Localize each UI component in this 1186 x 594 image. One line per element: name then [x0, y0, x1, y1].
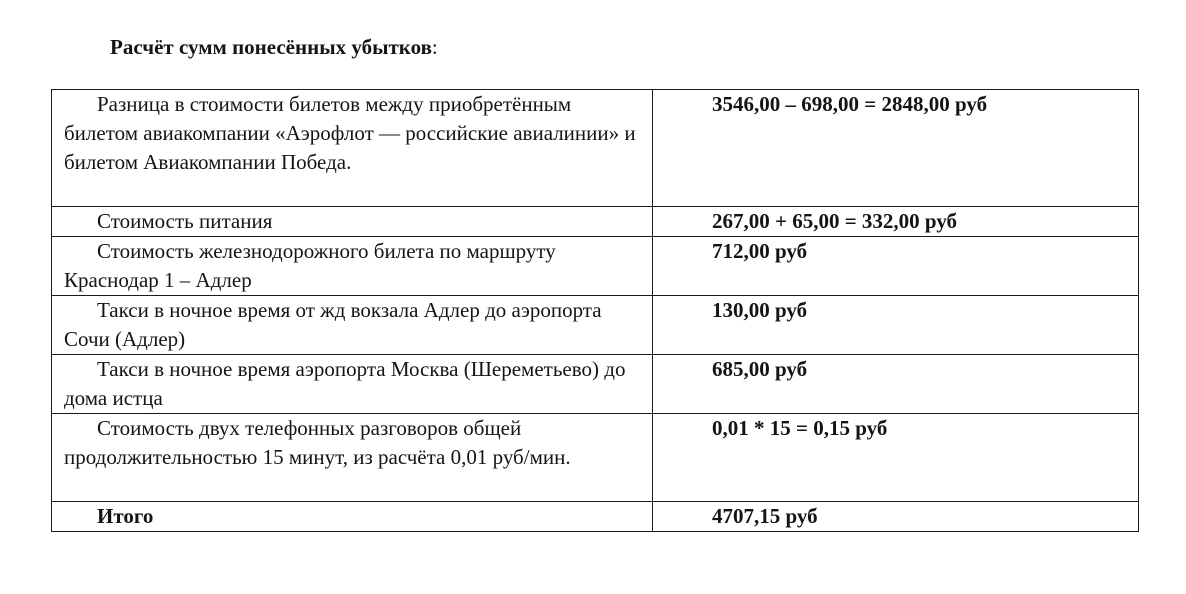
row-value: 685,00 руб	[712, 357, 808, 381]
row-value-cell	[653, 414, 1139, 502]
row-value-cell	[653, 90, 1139, 207]
heading-title: Расчёт сумм понесённых убытков	[110, 35, 432, 59]
losses-table	[51, 89, 1139, 532]
row-value-cell	[653, 355, 1139, 414]
row-description: Такси в ночное время аэропорта Москва (Шереметьево) до дома истца	[64, 357, 626, 410]
row-description: Стоимость питания	[97, 209, 273, 233]
row-description-cell	[52, 414, 653, 502]
row-value: 712,00 руб	[712, 239, 808, 263]
row-description-cell	[52, 90, 653, 207]
row-description-cell	[52, 207, 653, 237]
table-row	[52, 237, 1139, 296]
row-description: Разница в стоимости билетов между приобретённым билетом авиакомпании «Аэрофлот — российские авиалинии» и билетом Авиакомпании Победа.	[64, 92, 636, 174]
table-row	[52, 90, 1139, 207]
row-description: Стоимость железнодорожного билета по маршруту Краснодар 1 – Адлер	[64, 239, 556, 292]
total-value-cell	[653, 502, 1139, 532]
row-value: 0,01 * 15 = 0,15 руб	[712, 416, 888, 440]
row-description-cell	[52, 296, 653, 355]
table-row	[52, 296, 1139, 355]
document-heading	[110, 34, 438, 60]
total-value: 4707,15 руб	[712, 504, 818, 528]
row-description: Стоимость двух телефонных разговоров общей продолжительностью 15 минут, из расчёта 0,01 руб/мин.	[64, 416, 571, 469]
table-row	[52, 207, 1139, 237]
total-row	[52, 502, 1139, 532]
row-description: Такси в ночное время от жд вокзала Адлер до аэропорта Сочи (Адлер)	[64, 298, 602, 351]
row-value: 267,00 + 65,00 = 332,00 руб	[712, 209, 958, 233]
row-value: 130,00 руб	[712, 298, 808, 322]
row-description-cell	[52, 355, 653, 414]
total-label: Итого	[97, 504, 154, 528]
table-row	[52, 414, 1139, 502]
heading-colon: :	[431, 35, 438, 59]
table-row	[52, 355, 1139, 414]
total-label-cell	[52, 502, 653, 532]
row-description-cell	[52, 237, 653, 296]
row-value: 3546,00 – 698,00 = 2848,00 руб	[712, 92, 988, 116]
row-value-cell	[653, 296, 1139, 355]
row-value-cell	[653, 207, 1139, 237]
row-value-cell	[653, 237, 1139, 296]
